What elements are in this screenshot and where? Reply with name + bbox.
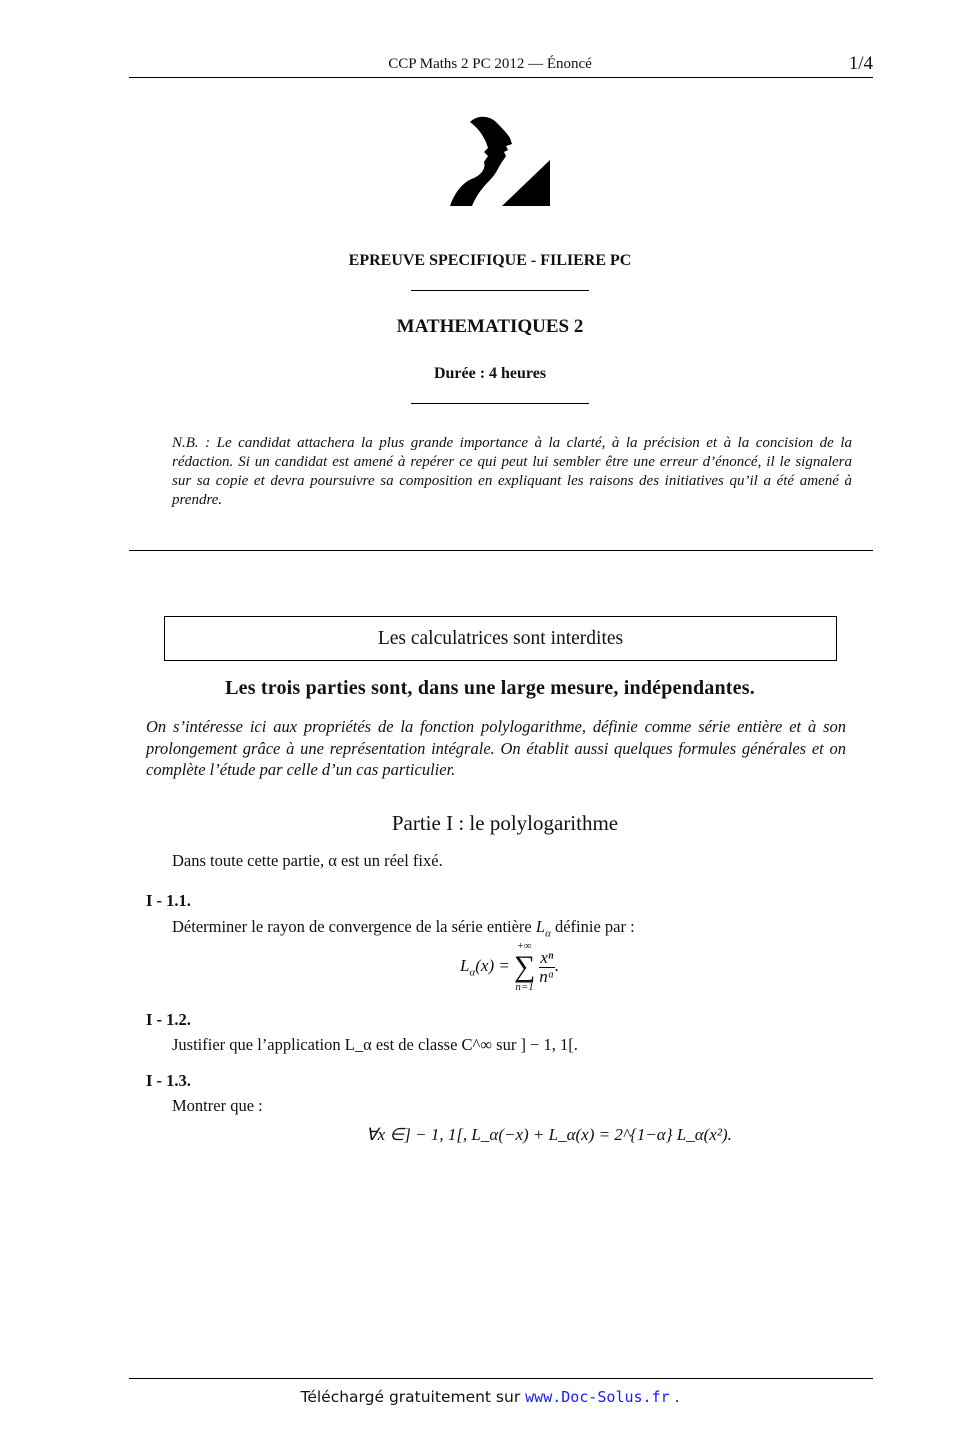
duration: Durée : 4 heures	[433, 365, 547, 382]
numerator: xⁿ	[540, 947, 554, 967]
footer-text: Téléchargé gratuitement sur	[300, 1388, 526, 1406]
part-title: Partie I : le polylogarithme	[391, 811, 619, 835]
question-number: I - 1.1.	[146, 891, 191, 910]
calculator-notice-box	[164, 616, 837, 661]
footer-end: .	[669, 1388, 680, 1406]
section-rule	[129, 550, 873, 551]
denominator: nᵅ	[539, 966, 555, 986]
intro-paragraph: On s’intéresse ici aux propriétés de la fonction polylogarithme, définie comme série entière et à son prolongement grâce à une représentation intégrale. On établit aussi quelques formules générales et on complète l’étude par celle d’un cas particulier.	[146, 717, 846, 779]
divider	[411, 290, 589, 291]
question-text: Justifier que l’application L_α est de classe C^∞ sur ] − 1, 1[.	[172, 1035, 578, 1054]
formula: ∀x ∈] − 1, 1[, L_α(−x) + L_α(x) = 2^{1−α} L_α(x²).	[366, 1125, 732, 1144]
sigma: ∑	[513, 950, 536, 983]
ccp-logo	[448, 112, 552, 208]
part-lead: Dans toute cette partie, α est un réel fixé.	[172, 851, 443, 870]
question-text: Montrer que :	[172, 1096, 263, 1115]
formula	[460, 940, 559, 994]
sum-symbol	[514, 940, 535, 994]
nb-notice: N.B. : Le candidat attachera la plus grande importance à la clarté, à la précision et à la concision de la rédaction. Si un candidat est amené à repérer ce qui peut lui sembler être une erreur d’énoncé, il le signalera sur sa copie et devra poursuivre sa composition en expliquant les raisons des initiatives qu’il a été amené à prendre.	[172, 435, 852, 508]
doc-solus-link[interactable]: www.Doc-Solus.fr	[525, 1388, 670, 1406]
epreuve-title: EPREUVE SPECIFIQUE - FILIERE PC	[348, 252, 632, 269]
fraction	[539, 949, 554, 986]
math: $L_\alpha$	[535, 917, 551, 940]
text: définie par :	[550, 917, 635, 936]
question-text	[172, 917, 635, 943]
footer	[0, 1388, 980, 1406]
sum-upper: +∞	[517, 940, 532, 952]
divider	[411, 403, 589, 404]
text: Déterminer le rayon de convergence de la série entière	[172, 917, 536, 936]
subject-title: MATHEMATIQUES 2	[396, 316, 584, 337]
math: α	[469, 966, 476, 979]
sum-lower: n=1	[515, 981, 534, 993]
footer-rule	[129, 1378, 873, 1379]
header-rule	[129, 77, 873, 78]
period: .	[554, 955, 559, 975]
math: (x) =	[475, 955, 510, 975]
independence-note: Les trois parties sont, dans une large mesure, indépendantes.	[225, 677, 755, 699]
page-number: 1/4	[848, 53, 873, 74]
running-header: CCP Maths 2 PC 2012 — Énoncé	[388, 56, 592, 72]
question-number: I - 1.3.	[146, 1071, 191, 1090]
calculator-notice: Les calculatrices sont interdites	[377, 628, 624, 649]
math: L	[460, 955, 470, 975]
question-number: I - 1.2.	[146, 1010, 191, 1029]
